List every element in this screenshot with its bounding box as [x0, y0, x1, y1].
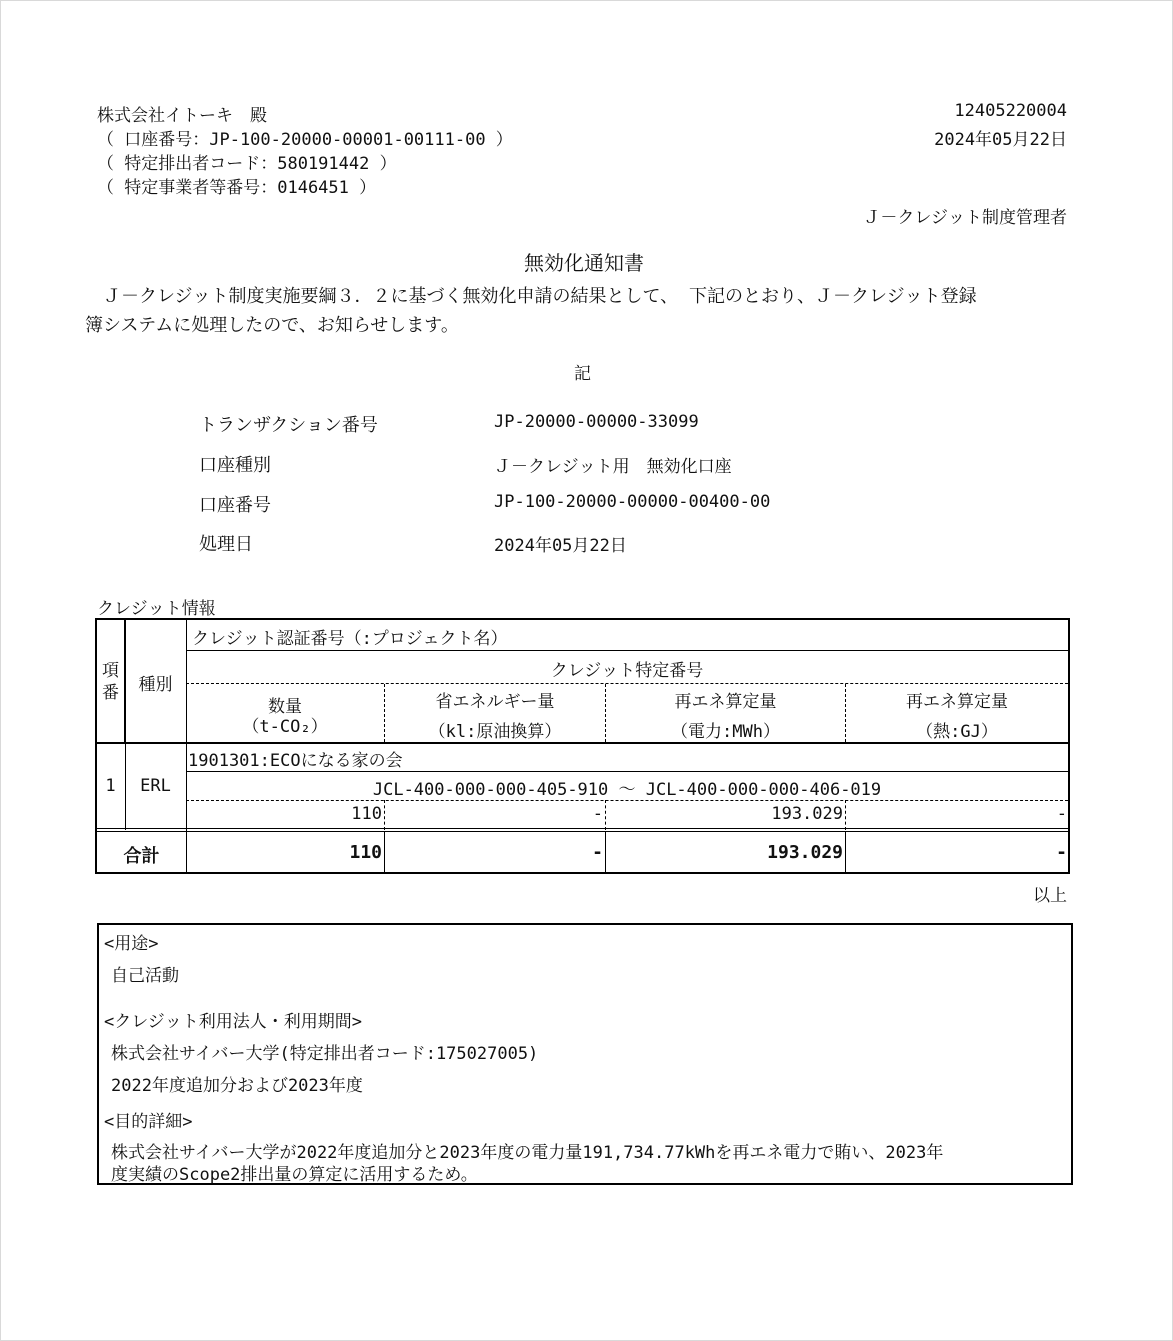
document-number: 12405220004: [954, 101, 1067, 121]
header-renewable-heat-unit: （熱:GJ）: [916, 722, 998, 742]
processing-date-value: 2024年05月22日: [494, 536, 627, 556]
transaction-value: JP-20000-00000-33099: [494, 412, 699, 432]
processing-date-label: 処理日: [199, 534, 253, 555]
row-divider: [186, 771, 1068, 772]
user-value: 株式会社サイバー大学(特定排出者コード:175027005): [111, 1044, 539, 1064]
purpose-label: <用途>: [104, 934, 159, 954]
row-project: 1901301:ECOになる家の会: [188, 751, 403, 771]
account-number-value: JP-100-20000-00000-00400-00: [494, 492, 771, 512]
ki-label: 記: [574, 364, 591, 384]
account-type-value: Ｊ－クレジット用 無効化口座: [494, 457, 732, 477]
detail-line-1: 株式会社サイバー大学が2022年度追加分と2023年度の電力量191,734.77kWhを再エネ電力で賄い、2023年: [111, 1143, 944, 1163]
account-type-label: 口座種別: [199, 455, 271, 476]
header-renewable-power-unit: （電力:MWh）: [671, 722, 780, 742]
detail-line-2: 度実績のScope2排出量の算定に活用するため。: [111, 1165, 478, 1185]
row-divider: [97, 831, 1068, 832]
total-renewable-heat: -: [1056, 842, 1067, 863]
row-quantity: 110: [351, 804, 382, 824]
row-divider: [186, 800, 1068, 801]
header-type: 種別: [138, 675, 173, 695]
row-serial-range: JCL-400-000-000-405-910 ～ JCL-400-000-000-406-019: [372, 780, 882, 800]
header-item-no: 項 番: [102, 661, 119, 703]
row-item-no: 1: [105, 776, 116, 796]
total-renewable-power: 193.029: [767, 842, 843, 863]
intro-line-1: Ｊ－クレジット制度実施要綱３．２に基づく無効化申請の結果として、 下記のとおり、Ｊ－クレジット登録: [85, 286, 977, 307]
detail-label: <目的詳細>: [104, 1112, 193, 1132]
transaction-label: トランザクション番号: [199, 415, 378, 436]
row-renewable-power: 193.029: [771, 804, 843, 824]
header-energy-saving: 省エネルギー量: [435, 692, 555, 712]
issuer: Ｊ－クレジット制度管理者: [863, 208, 1067, 228]
header-energy-saving-unit: （kl:原油換算）: [428, 722, 562, 742]
credit-info-title: クレジット情報: [97, 599, 216, 619]
period-value: 2022年度追加分および2023年度: [111, 1076, 363, 1096]
row-type: ERL: [140, 776, 171, 796]
row-divider: [186, 650, 1068, 651]
row-energy-saving: -: [592, 804, 603, 824]
notes-box: [97, 923, 1073, 1185]
total-label: 合計: [123, 846, 160, 867]
header-cert-number: クレジット認証番号（:プロジェクト名）: [192, 629, 508, 649]
business-number-line: （ 特定事業者等番号：0146451 ）: [97, 178, 377, 198]
document-title: 無効化通知書: [524, 251, 644, 275]
purpose-value: 自己活動: [111, 966, 179, 986]
total-energy-saving: -: [592, 842, 603, 863]
account-line: （ 口座番号：JP-100-20000-00001-00111-00 ）: [97, 130, 513, 150]
header-quantity: 数量: [268, 697, 302, 717]
row-divider: [97, 828, 1068, 829]
total-quantity: 110: [349, 842, 382, 863]
addressee: 株式会社イトーキ 殿: [97, 106, 267, 126]
header-serial: クレジット特定番号: [550, 661, 704, 681]
intro-line-2: 簿システムに処理したので、お知らせします。: [85, 315, 459, 336]
emitter-code-line: （ 特定排出者コード：580191442 ）: [97, 154, 397, 174]
row-divider: [97, 742, 1068, 744]
user-label: <クレジット利用法人・利用期間>: [104, 1012, 363, 1032]
header-renewable-heat: 再エネ算定量: [906, 692, 1008, 712]
account-number-label: 口座番号: [199, 495, 271, 516]
row-renewable-heat: -: [1056, 804, 1067, 824]
ijou-label: 以上: [1033, 886, 1067, 906]
credit-table: [95, 618, 1070, 874]
header-quantity-unit: （t-CO₂）: [242, 717, 328, 737]
row-divider: [186, 683, 1068, 684]
header-renewable-power: 再エネ算定量: [674, 692, 777, 712]
issue-date: 2024年05月22日: [934, 130, 1067, 150]
